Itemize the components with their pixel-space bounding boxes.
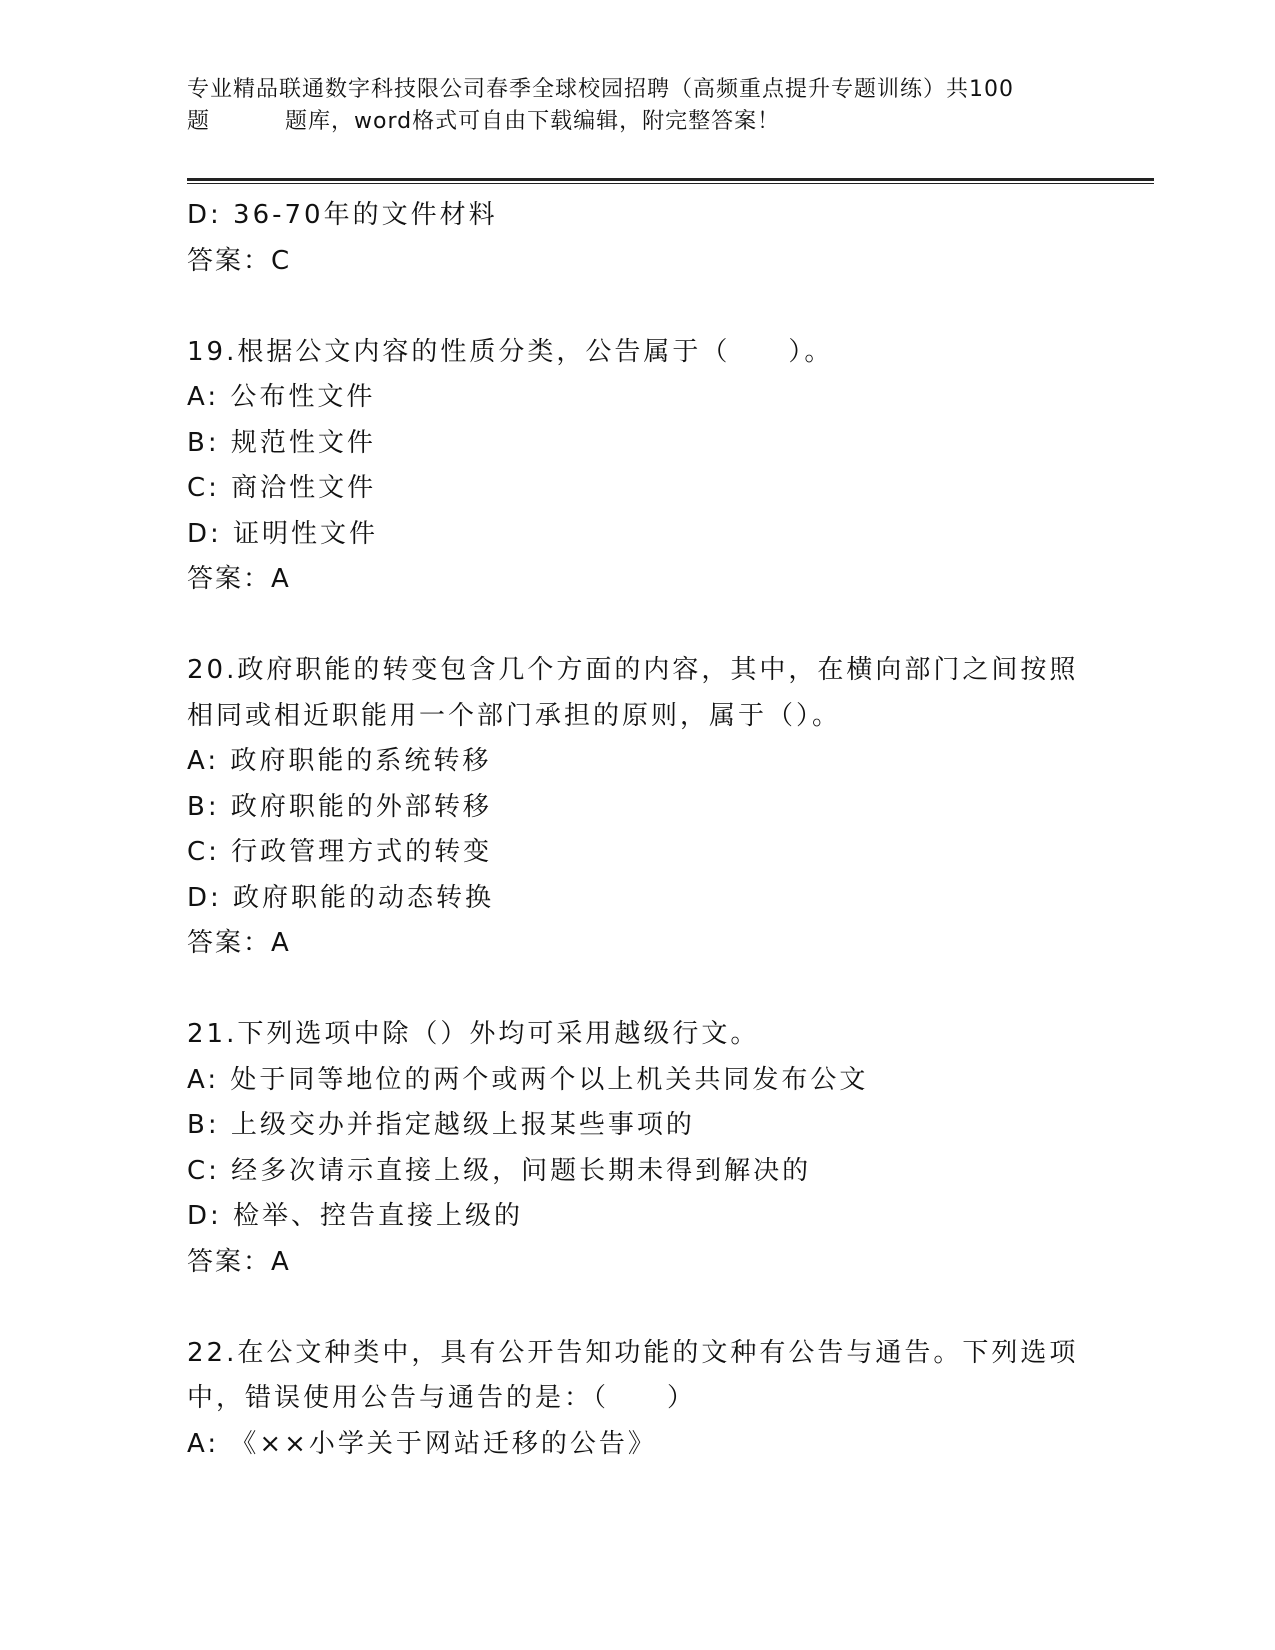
question-stem: 22.在公文种类中，具有公开告知功能的文种有公告与通告。下列选项 bbox=[187, 1337, 1079, 1368]
spacer bbox=[187, 284, 1087, 330]
answer: 答案：C bbox=[187, 245, 292, 276]
question-stem-continued: 相同或相近职能用一个部门承担的原则，属于（）。 bbox=[187, 700, 842, 731]
answer: 答案：A bbox=[187, 564, 291, 594]
option-d: D: 证明性文件 bbox=[187, 518, 379, 549]
question-stem: 20.政府职能的转变包含几个方面的内容，其中，在横向部门之间按照 bbox=[187, 655, 1079, 685]
option-a: A: 《××小学关于网站迁移的公告》 bbox=[187, 1428, 657, 1459]
option-b: B: 规范性文件 bbox=[187, 427, 376, 458]
question-stem-continued: 中，错误使用公告与通告的是：（ ） bbox=[187, 1383, 697, 1413]
option-a: A: 公布性文件 bbox=[187, 382, 376, 412]
question-list bbox=[187, 193, 1087, 1467]
option-d: D: 36-70年的文件材料 bbox=[187, 200, 498, 230]
question-stem: 19.根据公文内容的性质分类，公告属于（ ）。 bbox=[187, 336, 834, 367]
answer: 答案：A bbox=[187, 1246, 291, 1277]
header-title-line2 bbox=[187, 106, 1087, 138]
option-b: B: 政府职能的外部转移 bbox=[187, 791, 492, 822]
option-c: C: 商洽性文件 bbox=[187, 473, 377, 503]
header-divider-thick bbox=[187, 178, 1154, 181]
page-header bbox=[187, 74, 1087, 138]
option-d: D: 政府职能的动态转换 bbox=[187, 882, 495, 913]
header-subtitle: 题库，word格式可自由下载编辑，附完整答案！ bbox=[285, 109, 781, 134]
option-d: D: 检举、控告直接上级的 bbox=[187, 1201, 524, 1231]
option-b: B: 上级交办并指定越级上报某些事项的 bbox=[187, 1110, 695, 1140]
option-a: A: 政府职能的系统转移 bbox=[187, 746, 492, 776]
option-a: A: 处于同等地位的两个或两个以上机关共同发布公文 bbox=[187, 1064, 869, 1095]
header-title-fragment: 题 bbox=[187, 109, 211, 134]
option-c: C: 行政管理方式的转变 bbox=[187, 837, 493, 867]
answer: 答案：A bbox=[187, 928, 291, 958]
spacer bbox=[187, 967, 1087, 1013]
header-divider-thin bbox=[187, 183, 1154, 184]
spacer bbox=[187, 1285, 1087, 1331]
header-title-line1: 专业精品联通数字科技限公司春季全球校园招聘（高频重点提升专题训练）共100 bbox=[187, 77, 1014, 102]
spacer bbox=[187, 603, 1087, 649]
question-stem: 21.下列选项中除（）外均可采用越级行文。 bbox=[187, 1019, 760, 1049]
option-c: C: 经多次请示直接上级，问题长期未得到解决的 bbox=[187, 1155, 812, 1186]
